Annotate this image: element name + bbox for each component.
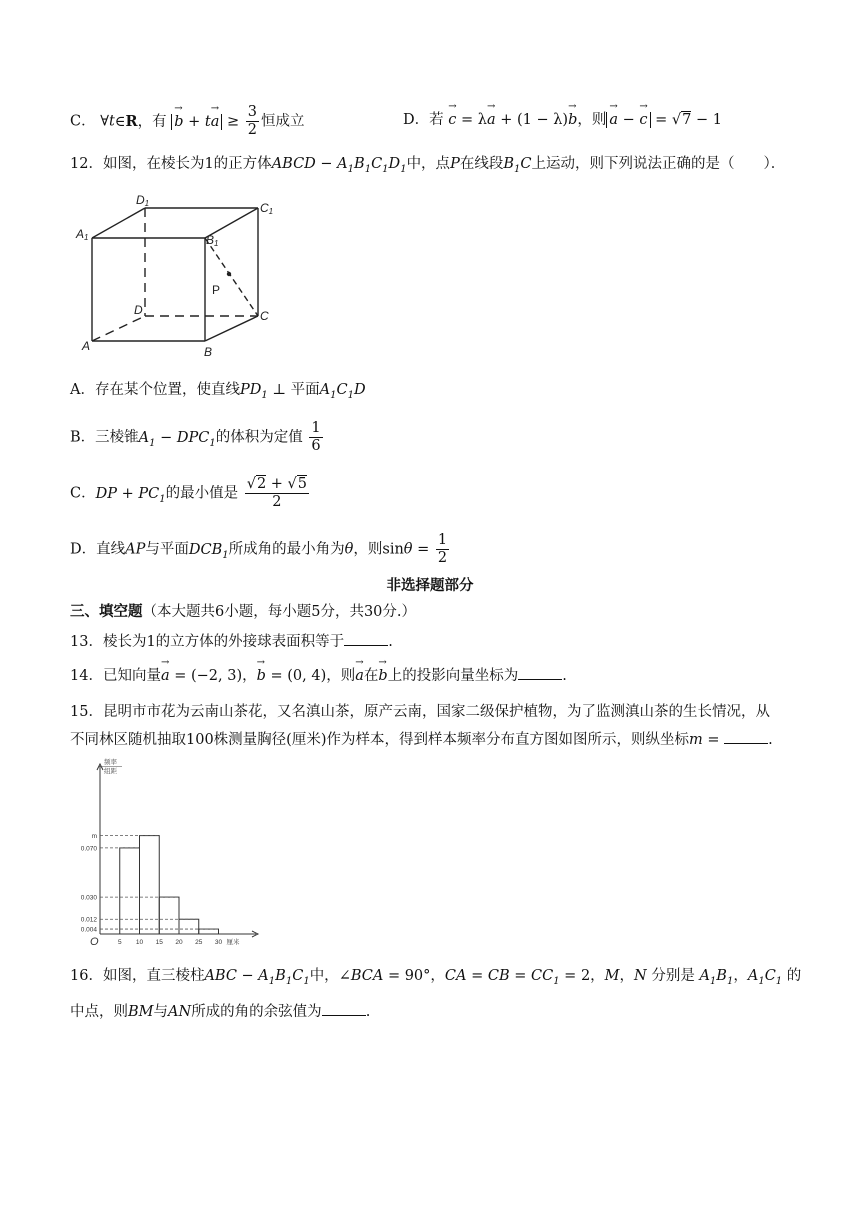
q11-option-d: D．若 → c = λ→ a + (1 − λ)→ b，则→ a − → c = √7 − 1 — [403, 108, 722, 129]
label-a: A — [82, 339, 91, 353]
q12-stem: 12．如图，在棱长为1的正方体ABCD − $A_1B_1C_1D_1$中，点P在线段$B_1C$上运动，则下列说法正确的是（ ）． — [70, 156, 786, 175]
q12-option-c: C．DP + $PC_1$的最小值是 $\frac{√2 + √5}{2}$ — [70, 476, 308, 510]
answer-blank-14 — [518, 667, 562, 680]
y-tick-1: 0.070 — [80, 845, 97, 853]
y-tick-4: 0.004 — [80, 926, 97, 934]
x-tick-5: 5 — [117, 939, 122, 946]
label-c1: C1 — [260, 201, 274, 216]
q12-option-b: B．三棱锥$A_1 - DPC_1$的体积为定值 $\frac{1}{6}$ — [70, 420, 321, 454]
label-d1: D1 — [136, 193, 150, 208]
bar-25-30 — [199, 929, 219, 934]
q11-option-c: C． ∀t∈R，有 → b + t→ a ≥ $\frac{3}{2}$ 恒成立 — [70, 104, 304, 139]
x-tick-25: 25 — [195, 939, 203, 946]
section3-header: 三、填空题（本大题共6小题，每小题5分，共30分.） — [70, 604, 417, 620]
abs-expression: → b + t→ a — [171, 114, 222, 130]
q15-line1: 15．昆明市市花为云南山茶花，又名滇山茶，原产云南，国家二级保护植物，为了监测滇山茶的生长情况，从 — [70, 704, 770, 720]
x-tick-30: 30 — [214, 939, 223, 946]
y-tick-3: 0.012 — [80, 916, 97, 924]
x-tick-10: 10 — [135, 939, 144, 946]
q16-line2: 中点，则BM与AN所成的角的余弦值为 . — [70, 1004, 371, 1020]
bar-15-20 — [159, 897, 179, 934]
answer-blank-15 — [724, 731, 768, 744]
fraction-3-2: $\frac{3}{2}$ — [247, 104, 257, 138]
cube-figure — [70, 188, 280, 360]
y-label-top: 频率 — [104, 759, 117, 766]
x-label: 厘米 — [226, 939, 240, 946]
label-b: B — [204, 345, 213, 359]
histogram — [70, 756, 270, 946]
answer-blank-16 — [322, 1003, 366, 1016]
point-p — [227, 272, 231, 276]
label-b1: B1 — [206, 233, 219, 248]
y-tick-0: m — [91, 833, 97, 841]
q12-option-d: D．直线AP与平面$DCB_1$所成角的最小角为θ，则sinθ = $\frac{1}{2}$ — [70, 532, 448, 566]
label-p: P — [212, 283, 221, 297]
origin-label: O — [90, 936, 99, 946]
q16-line1: 16．如图，直三棱柱ABC − $A_1B_1C_1$中，∠BCA = 90°，CA = CB = $CC_1 = 2$，M，N 分别是 $A_1B_1$，$A_1C_1$ 的 — [70, 968, 802, 987]
answer-blank-13 — [344, 633, 388, 646]
label-a1: A1 — [76, 227, 89, 242]
y-tick-2: 0.030 — [80, 894, 97, 902]
bar-5-10 — [120, 848, 140, 934]
q15-line2: 不同林区随机抽取100株测量胸径(厘米)作为样本，得到样本频率分布直方图如图所示，则纵坐标m = . — [70, 732, 773, 748]
label-c: C — [260, 309, 269, 323]
x-tick-20: 20 — [175, 939, 183, 946]
section-title: 非选择题部分 — [386, 578, 474, 594]
y-label-bottom: 组距 — [104, 768, 117, 775]
bar-20-25 — [179, 919, 199, 934]
q12-option-a: A．存在某个位置，使直线$PD_1$ ⊥ 平面$A_1C_1D$ — [70, 382, 366, 401]
q14: 14．已知向量→ a = (−2, 3)，→ b = (0, 4)，则→ a在→ b上的投影向量坐标为 . — [70, 664, 567, 685]
q13: 13．棱长为1的立方体的外接球表面积等于 . — [70, 634, 393, 650]
x-tick-15: 15 — [155, 939, 163, 946]
label-d: D — [134, 303, 143, 317]
